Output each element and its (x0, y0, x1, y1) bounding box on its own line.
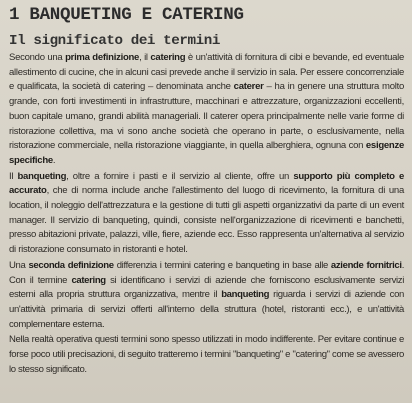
text-run: . Con il termine (9, 259, 405, 286)
text-run: riguarda i servizi di aziende con un'attività primaria di servizi offerti all'interno della struttura (hotel, ristoranti ecc.), e un'attività complementare esterna. (9, 289, 404, 330)
text-run: , oltre a fornire i pasti e il servizio al cliente, offre un (66, 170, 294, 182)
bold-term: supporto più completo e accurato (9, 170, 404, 197)
bold-term: prima definizione (65, 52, 140, 63)
bold-term: catering (150, 52, 186, 63)
chapter-heading (9, 4, 404, 26)
text-run: . (52, 154, 56, 166)
bold-term: banqueting (17, 170, 67, 182)
text-run: – ha in genere una struttura molto grande, con forti investimenti in infrastrutture, macchinari e attrezzature, organizzazioni eccellenti, buon capitale umano, grandi abilità manageriali. Il caterer opera principalmente nelle varie forme di ristorazione collettiva, ma vi sono anche società che operano in parte, o esclusivamente, nella ristorazione commerciale, nella ristorazione viaggiante, in quella alberghiera, ognuna con (9, 81, 404, 152)
text-run: Secondo una (9, 52, 66, 63)
text-run: Il (9, 170, 18, 182)
chapter-number: 1 (9, 5, 20, 25)
text-run: si identificano i servizi di aziende che forniscono esclusivamente servizi esterni alla propria struttura organizzativa, mentre il (9, 274, 405, 301)
section-heading: Il significato dei termini (9, 33, 220, 49)
text-run: è un'attività di fornitura di cibi e bevande, ed eventuale allestimento di cucine, che in alcuni casi prevede anche il servizio in sala. Per essere concorrenziale e qualificata, la società di catering – denominata anche (9, 52, 404, 93)
paragraph-operational-note (9, 333, 404, 377)
paragraph-first-definition (9, 51, 404, 169)
text-run: , il (139, 52, 151, 63)
bold-term: seconda definizione (28, 259, 114, 271)
paragraph-second-definition (9, 259, 404, 333)
text-run: , che di norma include anche l'allestimento del luogo di ricevimento, la fornitura di una location, il noleggio dell'attrezzatura e la gestione di tutti gli aspetti organizzativi da parte di un event manager. Il servizio di banqueting, quindi, consiste nell'organizzazione di ricevimenti e banchetti, presso abitazioni private, palazzi, ville, fiere, aziende ecc. Esso rappresenta un'alternativa al servizio di ristorazione consumato in ristoranti e hotel. (9, 185, 404, 256)
chapter-title: BANQUETING E CATERING (29, 5, 244, 25)
bold-term: banqueting (221, 289, 270, 301)
text-run: Una (9, 259, 29, 271)
bold-term: esigenze specifiche (9, 140, 404, 166)
text-run: differenzia i termini catering e banqueting in base alle (113, 259, 331, 271)
text-run: Nella realtà operativa questi termini sono spesso utilizzati in modo indifferente. Per evitare continue e forse poco utili precisazioni, di seguito tratteremo i termini "banqueting" e "catering" come se avessero lo stesso significato. (9, 334, 404, 375)
bold-term: caterer (233, 81, 264, 93)
bold-term: aziende fornitrici (330, 259, 402, 271)
bold-term: catering (71, 274, 106, 286)
paragraph-banqueting (9, 170, 404, 258)
